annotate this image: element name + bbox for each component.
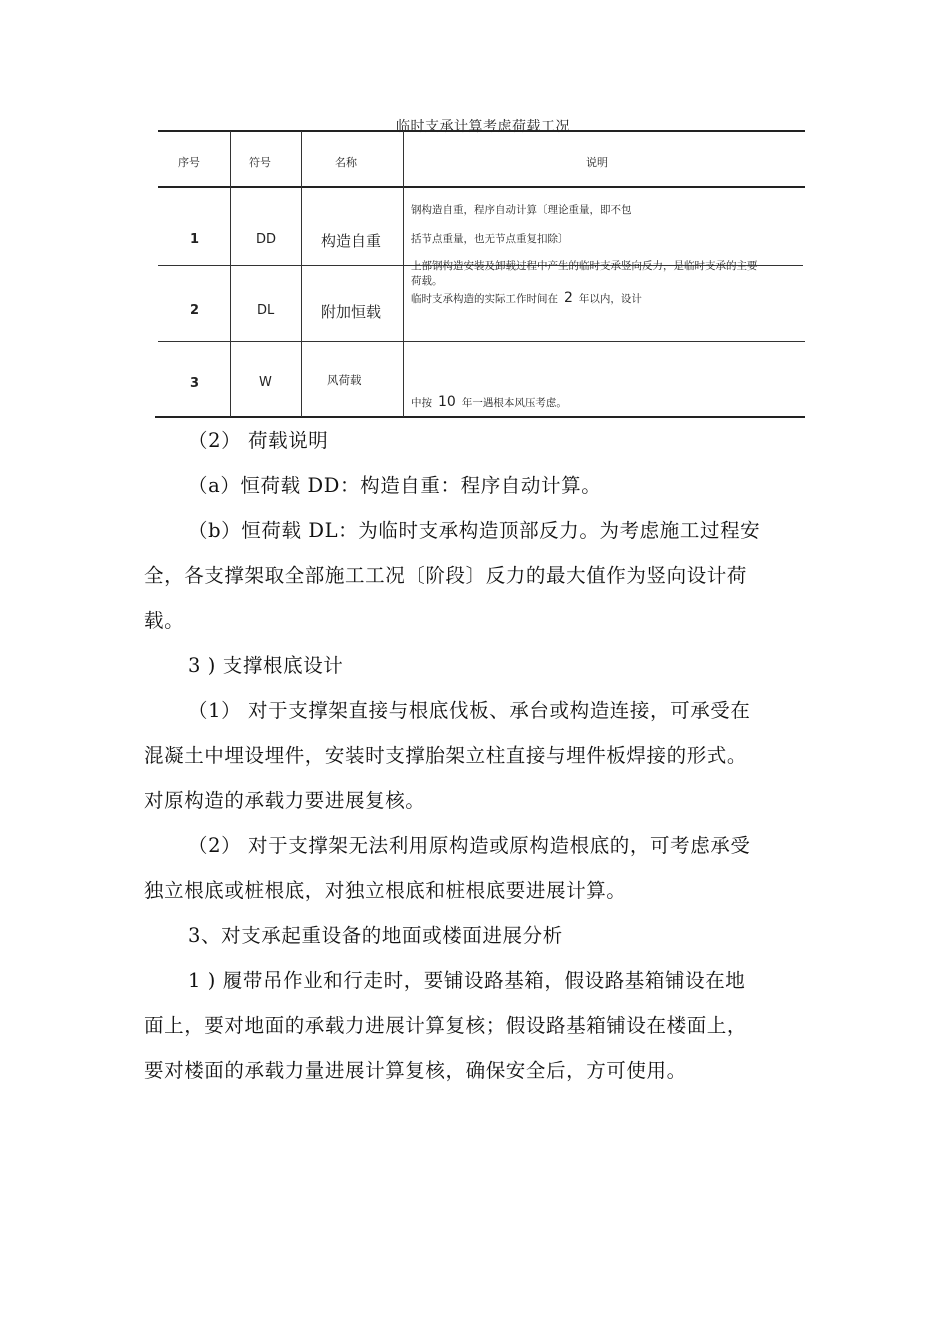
row1-symbol: DD (256, 232, 277, 247)
heading-support-foundation: 3 ) 支撑根底设计 (188, 654, 344, 677)
row1-name: 构造自重 (321, 232, 382, 250)
row2-name: 附加恒载 (321, 303, 382, 321)
column-divider (301, 131, 302, 417)
row2-desc-line2: 荷载。 (411, 275, 443, 287)
paragraph-foundation-1-line3: 对原构造的承载力要进展复核。 (144, 789, 426, 812)
table-header-rule (158, 186, 805, 188)
row3-name: 风荷载 (327, 373, 362, 387)
column-divider (230, 131, 231, 417)
paragraph-dead-load-dl-line2: 全，各支撑架取全部施工工况〔阶段〕反力的最大值作为竖向设计荷 (144, 564, 748, 587)
column-divider (403, 131, 404, 417)
paragraph-load-description-heading: （2） 荷载说明 (188, 429, 329, 452)
paragraph-crawler-crane-line3: 要对楼面的承载力量进展计算复核，确保安全后，方可使用。 (144, 1059, 687, 1082)
header-index: 序号 (178, 156, 200, 169)
paragraph-dead-load-dl-line1: （b）恒荷载 DL：为临时支承构造顶部反力。为考虑施工过程安 (188, 519, 761, 542)
paragraph-foundation-2-line1: （2） 对于支撑架无法利用原构造或原构造根底的，可考虑承受 (188, 834, 751, 857)
row2-desc-line3-post: 年以内，设计 (578, 293, 642, 305)
table-top-rule (158, 130, 805, 132)
table-title: 临时支承计算考虑荷载工况 (396, 119, 570, 135)
row3-desc-years: 10 (438, 394, 456, 410)
body-text (144, 418, 824, 1093)
row2-desc-line1: 上部钢构造安装及卸载过程中产生的临时支承竖向反力，是临时支承的主要 (411, 260, 758, 272)
row2-index: 2 (190, 303, 200, 318)
row3-desc-pre: 中按 (411, 397, 432, 409)
row1-desc-line1: 钢构造自重，程序自动计算〔理论重量，即不包 (411, 204, 632, 216)
paragraph-foundation-1-line1: （1） 对于支撑架直接与根底伐板、承台或构造连接，可承受在 (188, 699, 751, 722)
row2-desc-years: 2 (564, 290, 573, 306)
row1-desc-line2: 括节点重量，也无节点重复扣除〕 (411, 233, 569, 245)
header-description: 说明 (586, 156, 608, 169)
row3-desc (411, 394, 567, 410)
paragraph-foundation-1-line2: 混凝土中埋设埋件，安装时支撑胎架立柱直接与埋件板焊接的形式。 (144, 744, 748, 767)
row1-index: 1 (190, 232, 200, 247)
row-divider (158, 341, 805, 342)
paragraph-crawler-crane-line2: 面上，要对地面的承载力进展计算复核；假设路基箱铺设在楼面上， (144, 1014, 748, 1037)
header-symbol: 符号 (249, 156, 271, 169)
header-name: 名称 (335, 156, 357, 169)
row2-desc-line3-pre: 临时支承构造的实际工作时间在 (411, 293, 558, 305)
heading-ground-analysis: 3、对支承起重设备的地面或楼面进展分析 (188, 924, 563, 947)
row3-symbol: W (259, 375, 272, 390)
paragraph-foundation-2-line2: 独立根底或桩根底，对独立根底和桩根底要进展计算。 (144, 879, 627, 902)
paragraph-crawler-crane-line1: 1 ) 履带吊作业和行走时，要铺设路基箱，假设路基箱铺设在地 (188, 969, 746, 992)
row-divider (158, 265, 403, 266)
row3-index: 3 (190, 376, 200, 391)
row2-desc-line3 (411, 290, 642, 306)
row3-desc-post: 年一遇根本风压考虑。 (461, 397, 567, 409)
paragraph-dead-load-dd: （a）恒荷载 DD：构造自重：程序自动计算。 (188, 474, 602, 497)
paragraph-dead-load-dl-line3: 载。 (144, 609, 185, 632)
row2-symbol: DL (257, 303, 275, 318)
